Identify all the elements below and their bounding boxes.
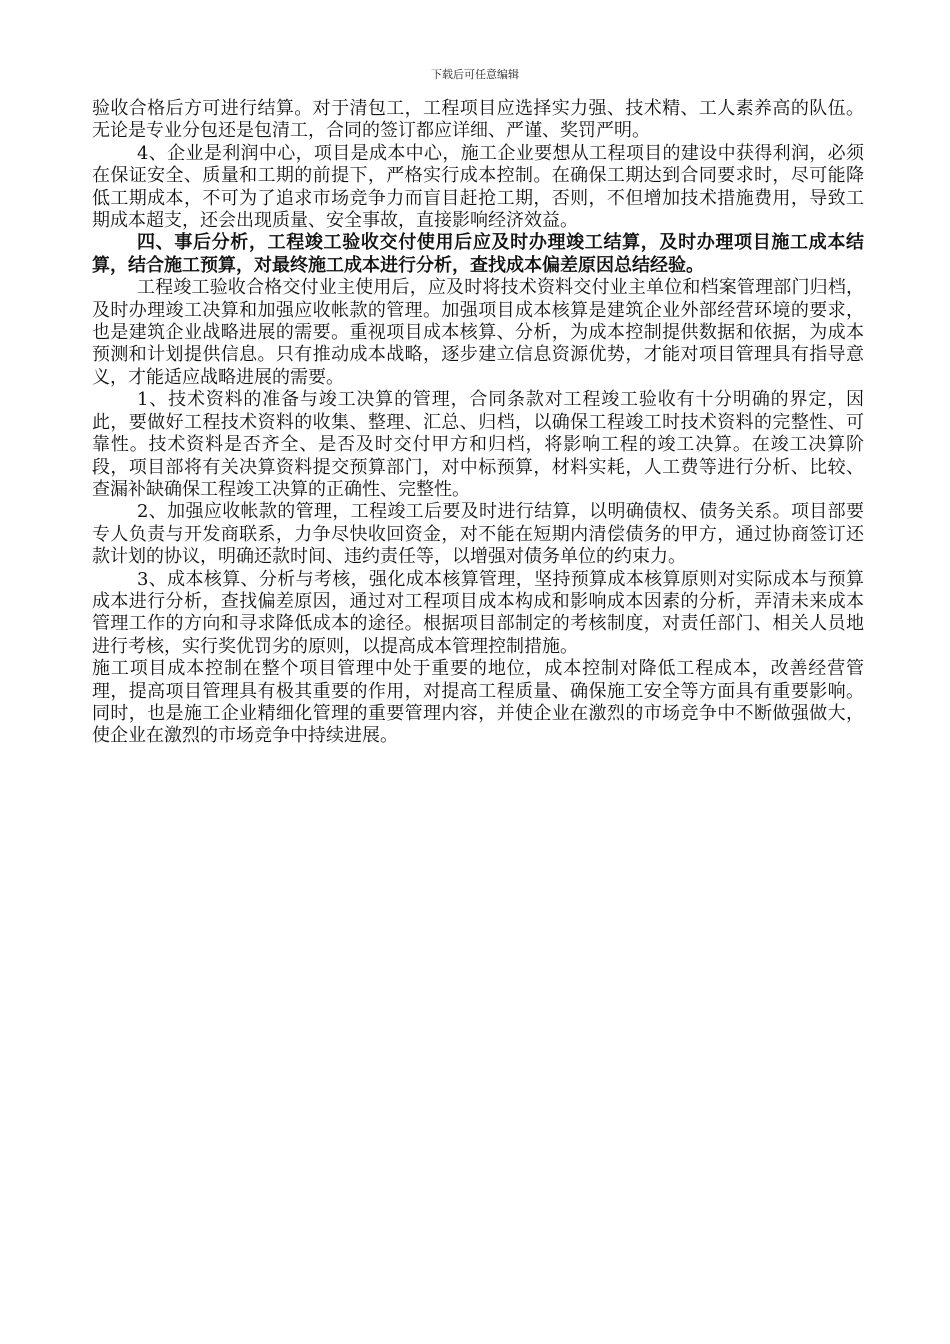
paragraph-item-4: 4、企业是利润中心，项目是成本中心，施工企业要想从工程项目的建设中获得利润，必须在保证安全、质量和工期的前提下，严格实行成本控制。在确保工期达到合同要求时，尽可能降低工期成本，不可为了追求市场竞争力而盲目赶抢工期，否则，不但增加技术措施费用，导致工期成本超支，还会出现质量、安全事故，直接影响经济效益。 [92, 142, 864, 232]
paragraph-item-3: 3、成本核算、分析与考核，强化成本核算管理，坚持预算成本核算原则对实际成本与预算成本进行分析，查找偏差原因，通过对工程项目成本构成和影响成本因素的分析，弄清未来成本管理工作的方向和寻求降低成本的途径。根据项目部制定的考核制度，对责任部门、相关人员地进行考核，实行奖优罚劣的原则，以提高成本管理控制措施。 [92, 568, 864, 657]
paragraph-item-1: 1、技术资料的准备与竣工决算的管理，合同条款对工程竣工验收有十分明确的界定，因此，要做好工程技术资料的收集、整理、汇总、归档，以确保工程竣工时技术资料的完整性、可靠性。技术资料是否齐全、是否及时交付甲方和归档，将影响工程的竣工决算。在竣工决算阶段，项目部将有关决算资料提交预算部门，对中标预算，材料实耗，人工费等进行分析、比较、查漏补缺确保工程竣工决算的正确性、完整性。 [92, 389, 864, 500]
section-heading-4: 四、事后分析，工程竣工验收交付使用后应及时办理竣工结算，及时办理项目施工成本结算，结合施工预算，对最终施工成本进行分析，查找成本偏差原因总结经验。 [92, 232, 864, 276]
document-body [92, 98, 864, 748]
paragraph-conclusion: 施工项目成本控制在整个项目管理中处于重要的地位，成本控制对降低工程成本，改善经营管理，提高项目管理具有极其重要的作用，对提高工程质量、确保施工安全等方面具有重要影响。同时，也是施工企业精细化管理的重要管理内容，并使企业在激烈的市场竞争中不断做强做大，使企业在激烈的市场竞争中持续进展。 [92, 658, 864, 747]
paragraph-intro: 工程竣工验收合格交付业主使用后，应及时将技术资料交付业主单位和档案管理部门归档，及时办理竣工决算和加强应收帐款的管理。加强项目成本核算是建筑企业外部经营环境的要求，也是建筑企业战略进展的需要。重视项目成本核算、分析，为成本控制提供数据和依据，为成本预测和计划提供信息。只有推动成本战略，逐步建立信息资源优势，才能对项目管理具有指导意义，才能适应战略进展的需要。 [92, 277, 864, 388]
paragraph-continuation: 验收合格后方可进行结算。对于清包工，工程项目应选择实力强、技术精、工人素养高的队伍。无论是专业分包还是包清工，合同的签订都应详细、严谨、奖罚严明。 [92, 98, 864, 142]
page-header: 下载后可任意编辑 [431, 68, 519, 81]
paragraph-item-2: 2、加强应收帐款的管理，工程竣工后要及时进行结算，以明确债权、债务关系。项目部要专人负责与开发商联系，力争尽快收回资金，对不能在短期内清偿债务的甲方，通过协商签订还款计划的协议，明确还款时间、违约责任等，以增强对债务单位的约束力。 [92, 501, 864, 568]
